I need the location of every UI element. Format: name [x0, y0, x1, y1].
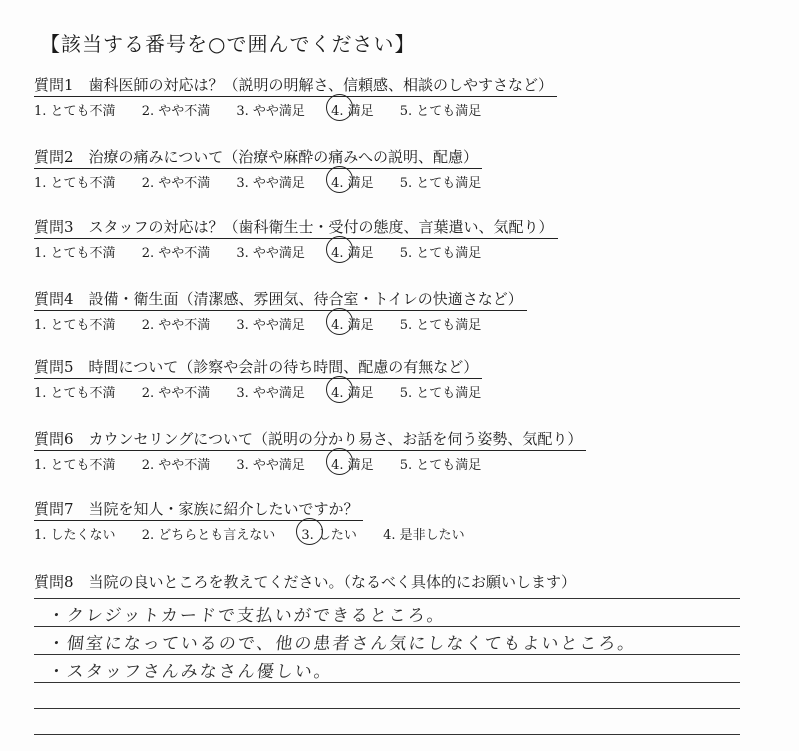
- option-5[interactable]: 5. とても満足: [399, 176, 482, 191]
- instruction-header: 【該当する番号を○で囲んでください】: [40, 32, 416, 56]
- ruled-line: [34, 682, 740, 683]
- option-3[interactable]: 3. やや満足: [236, 318, 305, 333]
- option-5[interactable]: 5. とても満足: [399, 246, 482, 261]
- answer-options: [34, 454, 674, 473]
- handwritten-answer: ・スタッフさんみなさん優しい。: [46, 662, 334, 682]
- answer-options: [34, 524, 674, 543]
- answer-options: [34, 382, 674, 401]
- option-1[interactable]: 1. したくない: [34, 528, 116, 543]
- question-1: [34, 74, 674, 119]
- option-2[interactable]: 2. やや不満: [141, 104, 211, 119]
- option-2[interactable]: 2. やや不満: [141, 246, 211, 261]
- option-5[interactable]: 5. とても満足: [399, 386, 482, 401]
- option-4[interactable]: 4. 満足: [331, 314, 374, 333]
- question-title: 質問7 当院を知人・家族に紹介したいですか？: [34, 498, 363, 521]
- question-title: 質問3 スタッフの対応は？（歯科衛生士・受付の態度、言葉遣い、気配り）: [34, 216, 558, 239]
- question-title: 質問8 当院の良いところを教えてください。（なるべく具体的にお願いします）: [34, 573, 577, 591]
- option-2[interactable]: 2. どちらとも言えない: [141, 528, 276, 543]
- answer-options: [34, 242, 674, 261]
- handwritten-answer: ・個室になっているので、他の患者さん気にしなくてもよいところ。: [46, 634, 638, 654]
- option-4[interactable]: 4. 満足: [331, 382, 374, 401]
- question-title: 質問6 カウンセリングについて（説明の分かり易さ、お話を伺う姿勢、気配り）: [34, 428, 586, 451]
- option-4[interactable]: 4. 満足: [331, 454, 374, 473]
- option-3[interactable]: 3. やや満足: [236, 104, 305, 119]
- option-2[interactable]: 2. やや不満: [141, 318, 211, 333]
- question-title: 質問4 設備・衛生面（清潔感、雰囲気、待合室・トイレの快適さなど）: [34, 288, 527, 311]
- option-4[interactable]: 4. 是非したい: [383, 528, 465, 543]
- question-6: [34, 428, 674, 473]
- option-3[interactable]: 3. やや満足: [236, 458, 305, 473]
- answer-options: [34, 314, 674, 333]
- option-3[interactable]: 3. やや満足: [236, 246, 305, 261]
- option-5[interactable]: 5. とても満足: [399, 458, 482, 473]
- option-4[interactable]: 4. 満足: [331, 242, 374, 261]
- question-5: [34, 356, 674, 401]
- question-title: 質問1 歯科医師の対応は？（説明の明解さ、信頼感、相談のしやすさなど）: [34, 74, 557, 97]
- option-1[interactable]: 1. とても不満: [34, 246, 116, 261]
- option-1[interactable]: 1. とても不満: [34, 104, 116, 119]
- option-1[interactable]: 1. とても不満: [34, 458, 116, 473]
- question-7: [34, 498, 674, 543]
- ruled-line: [34, 654, 740, 655]
- option-3[interactable]: 3. やや満足: [236, 386, 305, 401]
- question-4: [34, 288, 674, 333]
- ruled-line: [34, 708, 740, 709]
- option-5[interactable]: 5. とても満足: [399, 318, 482, 333]
- question-2: [34, 146, 674, 191]
- option-1[interactable]: 1. とても不満: [34, 386, 116, 401]
- option-4[interactable]: 4. 満足: [331, 172, 374, 191]
- handwritten-answer: ・クレジットカードで支払いができるところ。: [46, 606, 447, 626]
- ruled-line: [34, 626, 740, 627]
- option-5[interactable]: 5. とても満足: [399, 104, 482, 119]
- option-2[interactable]: 2. やや不満: [141, 458, 211, 473]
- question-3: [34, 216, 674, 261]
- answer-options: [34, 100, 674, 119]
- option-1[interactable]: 1. とても不満: [34, 176, 116, 191]
- answer-options: [34, 172, 674, 191]
- question-title: 質問2 治療の痛みについて（治療や麻酔の痛みへの説明、配慮）: [34, 146, 482, 169]
- ruled-line: [34, 598, 740, 599]
- option-4[interactable]: 4. 満足: [331, 100, 374, 119]
- option-2[interactable]: 2. やや不満: [141, 176, 211, 191]
- ruled-line: [34, 734, 740, 735]
- question-8: [34, 571, 754, 593]
- option-3[interactable]: 3. やや満足: [236, 176, 305, 191]
- option-3[interactable]: 3. したい: [301, 524, 357, 543]
- option-1[interactable]: 1. とても不満: [34, 318, 116, 333]
- question-title: 質問5 時間について（診察や会計の待ち時間、配慮の有無など）: [34, 356, 482, 379]
- option-2[interactable]: 2. やや不満: [141, 386, 211, 401]
